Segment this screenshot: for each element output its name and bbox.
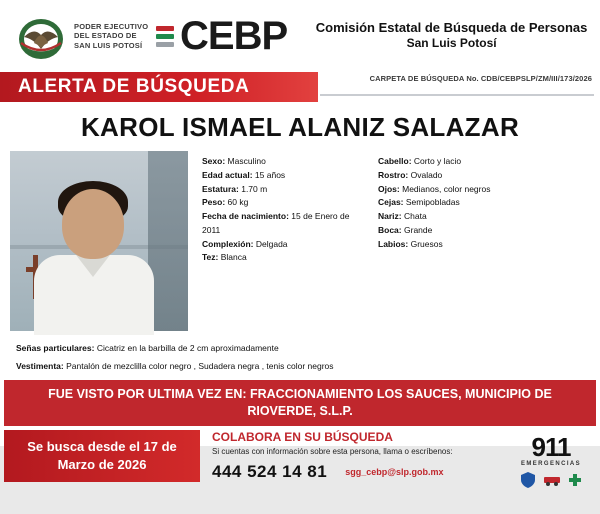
field-label: Boca: <box>378 224 402 235</box>
field-row <box>378 210 558 224</box>
description-column-right <box>352 155 558 331</box>
gov-line-3: SAN LUIS POTOSÍ <box>74 40 143 50</box>
coat-of-arms-icon <box>14 9 68 63</box>
field-label: Peso: <box>202 197 226 208</box>
fire-truck-icon <box>543 473 561 492</box>
emergency-block <box>510 430 592 494</box>
distinguishing-marks <box>16 341 584 355</box>
gov-line-1: PODER EJECUTIVO <box>74 21 149 31</box>
cebp-logo <box>156 16 287 56</box>
collaborate-subtitle: Si cuentas con información sobre esta persona, llama o escríbenos: <box>212 446 453 456</box>
field-label: Cabello: <box>378 156 412 166</box>
field-value: Semipobladas <box>405 197 460 208</box>
clothing <box>16 359 584 373</box>
field-row <box>202 251 352 265</box>
field-row <box>202 238 352 252</box>
header-divider <box>320 94 594 96</box>
contact-row <box>212 462 510 482</box>
field-value: Masculino <box>227 156 266 166</box>
person-name: KAROL ISMAEL ALANIZ SALAZAR <box>80 112 520 142</box>
institution-line-1: Comisión Estatal de Búsqueda de Personas <box>315 20 588 36</box>
field-label: Tez: <box>202 252 219 263</box>
field-row <box>378 238 558 252</box>
description-column-left <box>202 155 352 331</box>
person-details <box>0 151 600 331</box>
medical-cross-icon <box>568 473 582 492</box>
field-row <box>378 196 558 210</box>
field-value: Chata <box>404 211 427 222</box>
field-row <box>378 155 558 169</box>
contact-phone[interactable]: 444 524 14 81 <box>212 461 328 481</box>
field-row <box>378 224 558 238</box>
field-value: 60 kg <box>227 197 249 208</box>
missing-since-banner: Se busca desde el 17 de Marzo de 2026 <box>4 430 200 482</box>
emergency-icons <box>510 471 592 494</box>
cebp-logo-text: CEBP <box>180 14 288 58</box>
field-label: Complexión: <box>202 238 254 249</box>
field-label: Sexo: <box>202 156 226 166</box>
gov-line-2: DEL ESTADO DE <box>74 31 137 41</box>
field-value: Ovalado <box>410 169 443 180</box>
alert-band-text: ALERTA DE BÚSQUEDA <box>18 76 250 97</box>
field-value: Gruesos <box>410 238 443 249</box>
emergency-number-text: 911 <box>531 431 571 462</box>
field-label: Ojos: <box>378 183 400 194</box>
field-label: Fecha de nacimiento: <box>202 211 289 222</box>
emergency-label: EMERGENCIAS <box>520 460 582 467</box>
cebp-logo-bars-icon <box>156 24 174 48</box>
field-label: Nariz: <box>378 211 402 222</box>
field-row <box>202 196 352 210</box>
field-row <box>202 169 352 183</box>
institution-name <box>303 20 600 52</box>
contact-email[interactable]: sgg_cebp@slp.gob.mx <box>345 466 444 477</box>
poster-header <box>0 0 600 72</box>
additional-details <box>0 331 600 374</box>
distinguishing-marks-value: Cicatriz en la barbilla de 2 cm aproximadamente <box>96 343 279 353</box>
field-value: Delgada <box>255 238 288 249</box>
field-value: Medianos, color negros <box>402 183 491 194</box>
case-file-number: CARPETA DE BÚSQUEDA No. CDB/CEBPSLP/ZM/III/173/2026 <box>369 74 592 83</box>
police-icon <box>520 471 536 494</box>
collaborate-title: COLABORA EN SU BÚSQUEDA <box>212 429 393 444</box>
clothing-label: Vestimenta: <box>16 361 64 372</box>
field-label: Labios: <box>378 238 409 249</box>
field-row <box>378 169 558 183</box>
field-value: Grande <box>404 224 433 235</box>
field-row <box>202 210 352 238</box>
alert-band-row <box>0 72 600 102</box>
physical-description <box>188 151 592 331</box>
field-value: 1.70 m <box>241 183 268 194</box>
field-value: Blanca <box>220 252 247 263</box>
person-photo <box>10 151 188 331</box>
field-label: Estatura: <box>202 183 239 194</box>
distinguishing-marks-label: Señas particulares: <box>16 343 95 353</box>
poster-footer <box>0 430 600 514</box>
institution-line-2: San Luis Potosí <box>406 36 497 51</box>
field-value: 15 de Enero de 2011 <box>202 211 350 235</box>
field-label: Cejas: <box>378 197 404 208</box>
clothing-value: Pantalón de mezclilla color negro , Sudadera negra , tenis color negros <box>66 361 334 372</box>
field-label: Rostro: <box>378 169 409 180</box>
alert-band <box>0 72 318 102</box>
field-value: Corto y lacio <box>413 156 462 166</box>
government-label <box>74 22 152 50</box>
field-label: Edad actual: <box>202 169 253 180</box>
field-row <box>378 183 558 197</box>
emergency-number <box>510 431 592 462</box>
collaborate-section <box>200 430 510 482</box>
field-row <box>202 183 352 197</box>
field-row <box>202 155 352 169</box>
last-seen-banner: FUE VISTO POR ULTIMA VEZ EN: FRACCIONAMIENTO LOS SAUCES, MUNICIPIO DE RIOVERDE, S.L.P. <box>4 380 596 426</box>
field-value: 15 años <box>254 169 286 180</box>
